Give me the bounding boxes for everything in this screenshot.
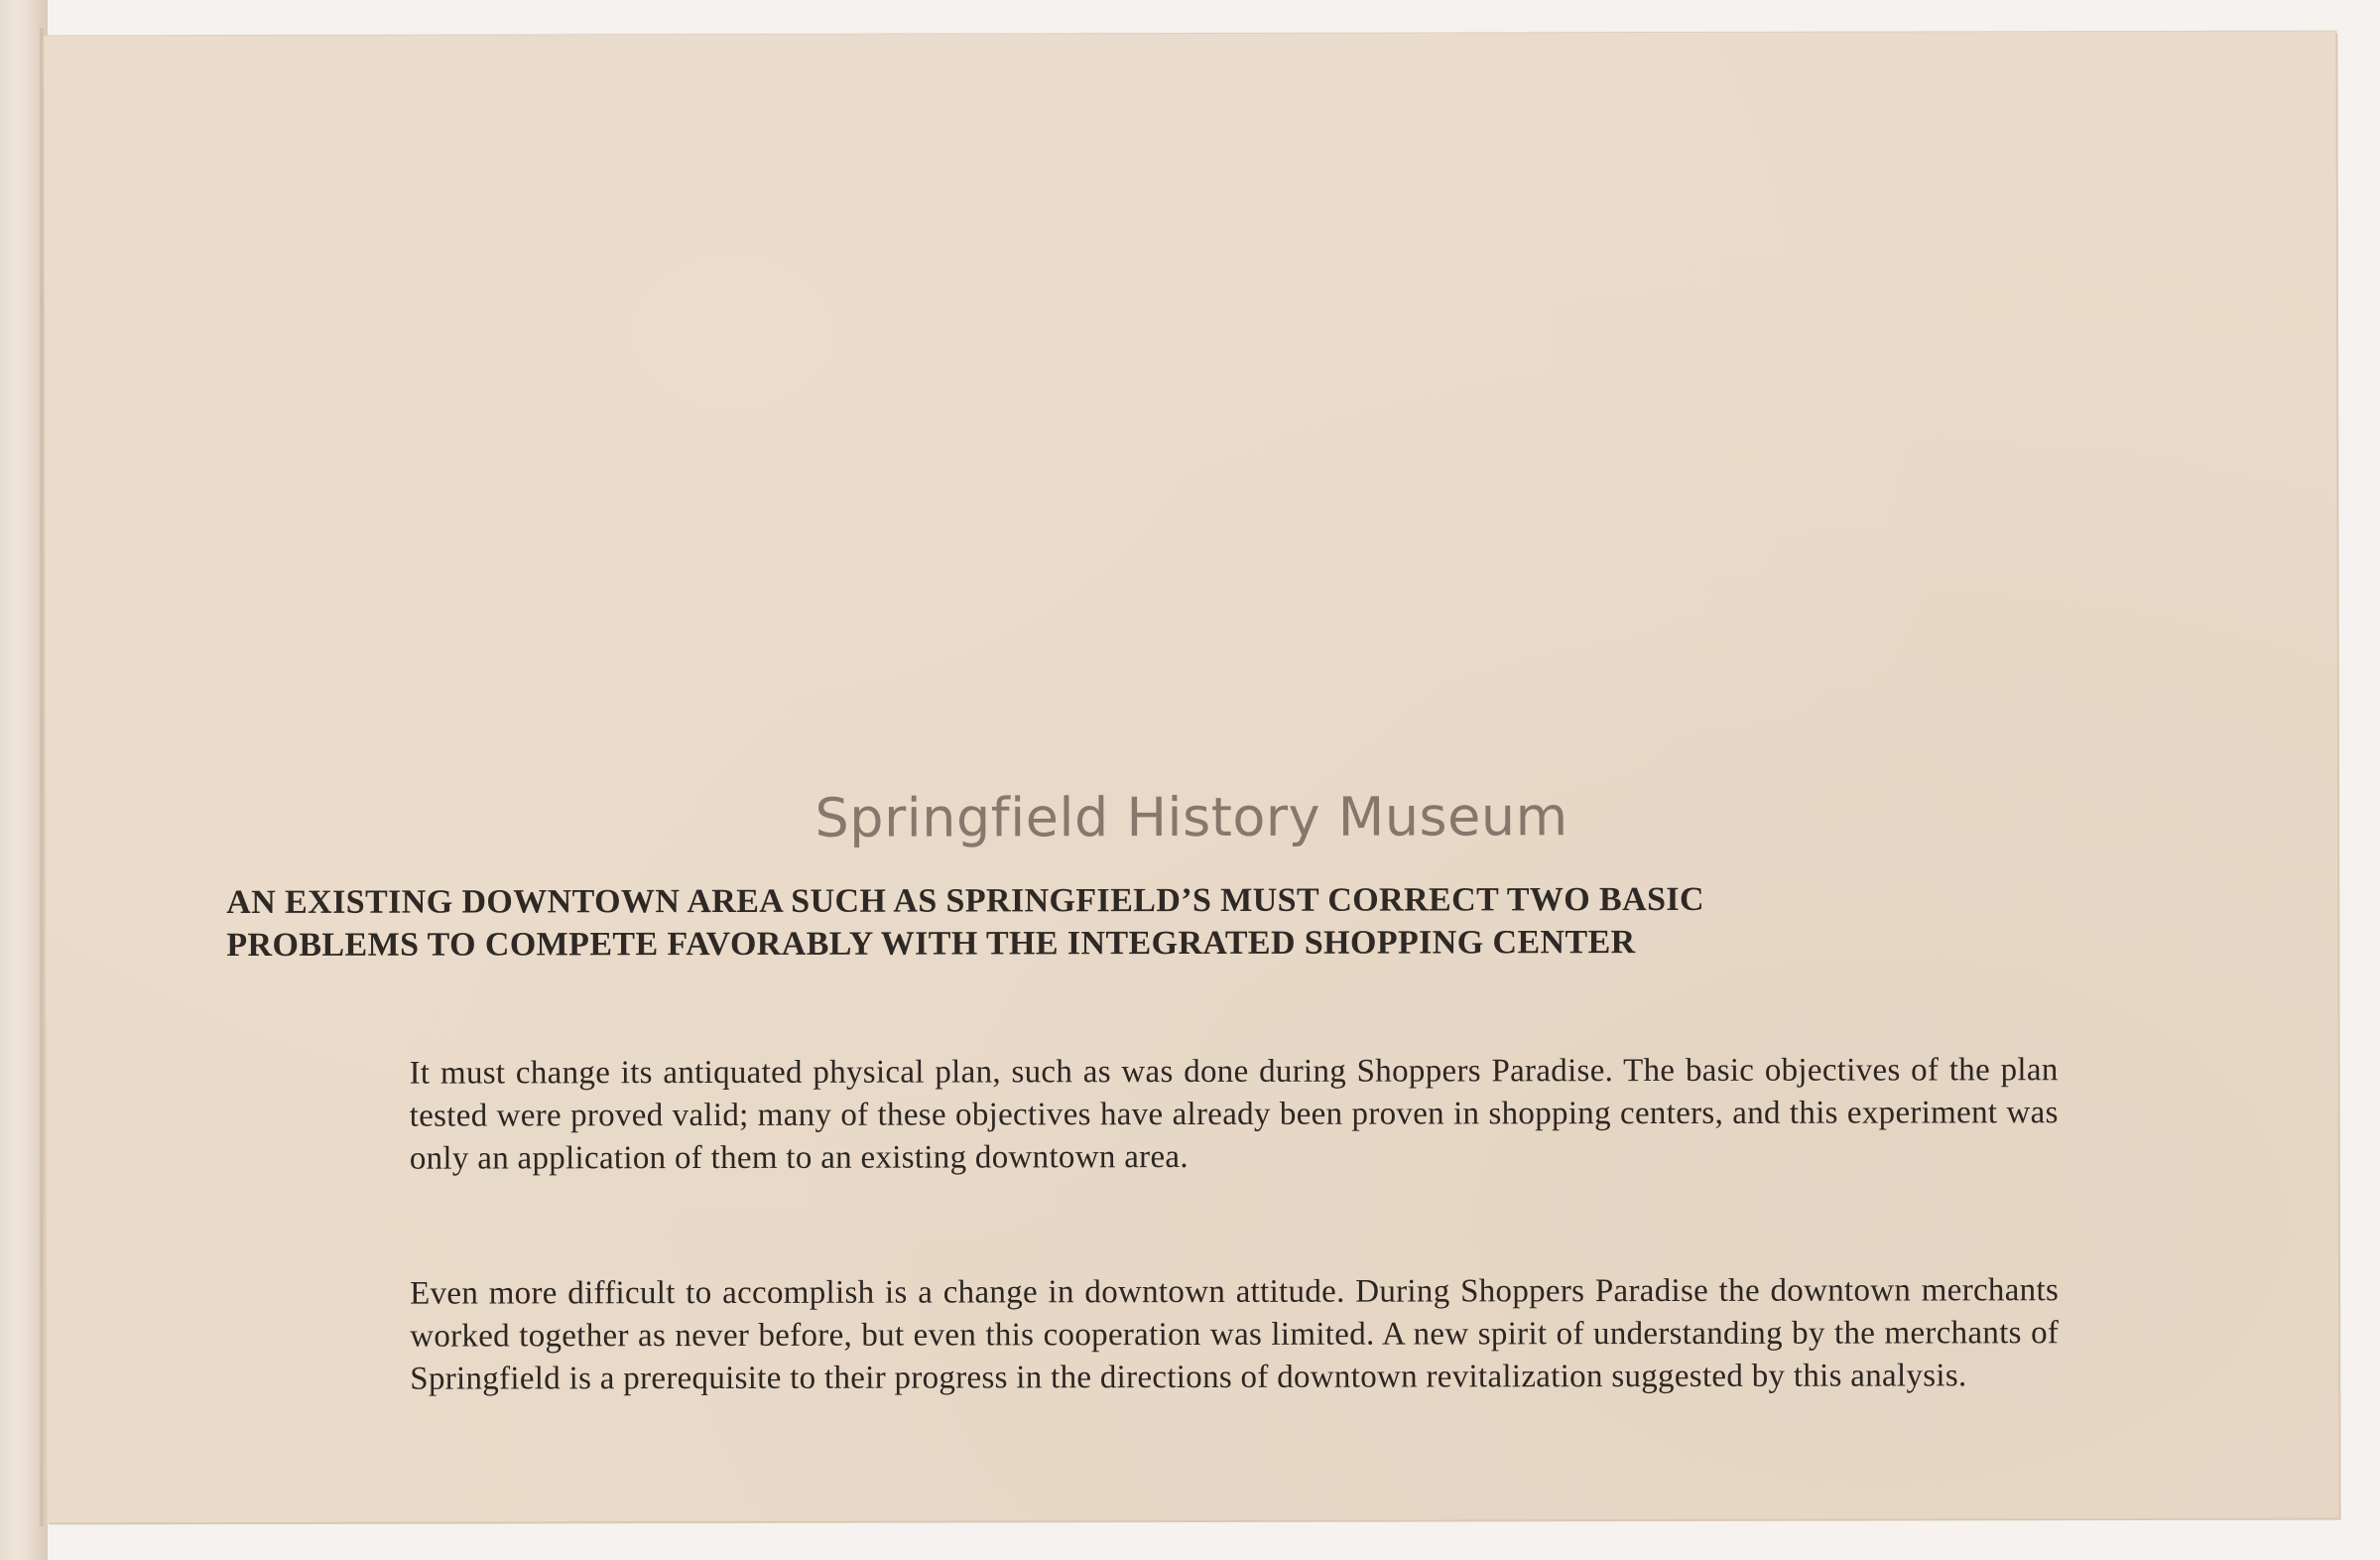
spine-edge — [40, 28, 44, 1526]
body-paragraph-1: It must change its antiquated physical plan, such as was done during Shoppers Paradise. The basic objectives of the plan tested were proved valid; many of these objectives have already been proven in shopping centers, and this experiment was only an application of them to an existing downtown area. — [409, 1052, 2059, 1177]
heading-line-1: AN EXISTING DOWNTOWN AREA SUCH AS SPRINGFIELD’S MUST CORRECT TWO BASIC — [226, 880, 1705, 922]
museum-watermark: Springfield History Museum — [814, 785, 1568, 849]
body-paragraph-2: Even more difficult to accomplish is a change in downtown attitude. During Shoppers Paradise the downtown merchants worked together as never before, but even this cooperation was limited. A new spirit of understanding by the merchants of Springfield is a prerequisite to their progress in the directions of downtown revitalization suggested by this analysis. — [410, 1272, 2060, 1397]
heading-line-2: PROBLEMS TO COMPETE FAVORABLY WITH THE INTEGRATED SHOPPING CENTER — [226, 924, 1636, 965]
section-heading — [226, 877, 2058, 967]
booklet-page — [44, 32, 2338, 1523]
